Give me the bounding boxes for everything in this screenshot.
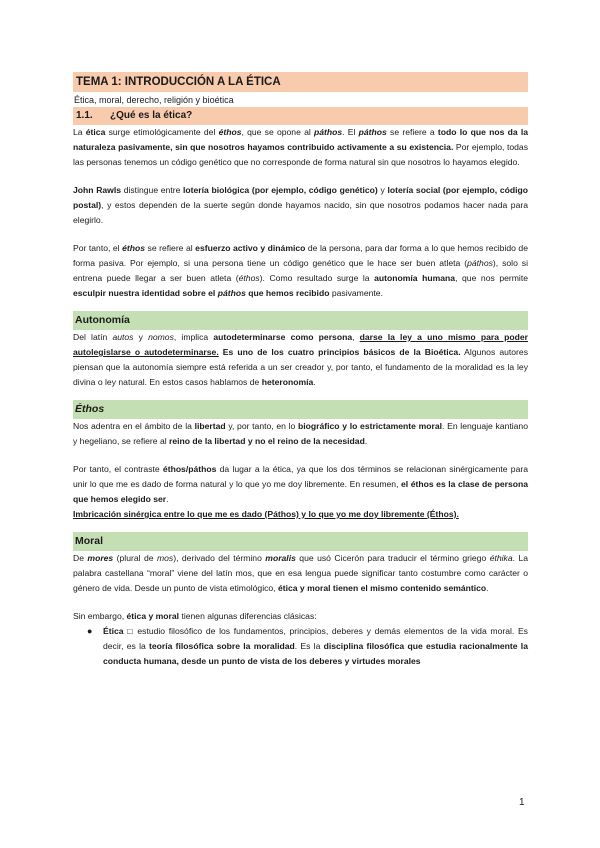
heading-autonomia: Autonomía	[73, 311, 528, 330]
section-title: ¿Qué es la ética?	[110, 110, 193, 121]
paragraph-diferencias: Sin embargo, ética y moral tienen algunas diferencias clásicas:	[73, 611, 317, 621]
bullet-icon: ●	[87, 626, 93, 636]
heading-moral: Moral	[73, 532, 528, 551]
paragraph-rawls: John Rawls distingue entre lotería biológica (por ejemplo, código genético) y lotería social (por ejemplo, código postal), y estos dependen de la suerte según donde hayamos nacido, sin que nosotros podamos hacer nada para elegirlo.	[73, 185, 529, 225]
paragraph-imbricacion: Imbricación sinérgica entre lo que me es dado (Páthos) y lo que yo me doy libremente (Éthos).	[73, 509, 459, 519]
paragraph-ethos-effort: Por tanto, el éthos se refiere al esfuerzo activo y dinámico de la persona, para dar forma a lo que hemos recibido de forma pasiva. Por ejemplo, si una persona tiene un código genético que le hace ser buen atleta (páthos), solo si entrena puede llegar a ser buen atleta (éthos). Como resultado surge la autonomía humana, que nos permite esculpir nuestra identidad sobre el páthos que hemos recibido pasivamente.	[73, 243, 528, 298]
chapter-subtitle: Ética, moral, derecho, religión y bioética	[74, 95, 234, 105]
list-item: ● Ética □ estudio filosófico de los fundamentos, principios, deberes y demás elementos de la vida moral. Es decir, es la teoría filosófica sobre la moralidad. Es la disciplina filosófica que estudia racionalmente la conducta humana, desde un punto de vista de los deberes y virtudes morales	[87, 626, 528, 666]
paragraph-etica-origin: La ética surge etimológicamente del éthos, que se opone al páthos. El páthos se refiere a todo lo que nos da la naturaleza pasivamente, sin que nosotros hayamos contribuido activamente a su existencia. Por ejemplo, todas las personas tenemos un código genético que no corresponde de forma natural sin que nosotros lo hayamos elegido.	[73, 127, 529, 167]
paragraph-ethos-contraste: Por tanto, el contraste éthos/páthos da lugar a la ética, ya que los dos términos se relacionan sinérgicamente para unir lo que me es dado de forma natural y lo que yo me doy libremente. En resumen, el éthos es la clase de persona que hemos elegido ser.	[73, 464, 528, 504]
page-number: 1	[519, 797, 525, 808]
paragraph-moral-origin: De mores (plural de mos), derivado del término moralis que usó Cicerón para traducir el término griego éthika. La palabra castellana “moral” viene del latín mos, que en esa lengua puede significar tanto costumbre como carácter o género de vida. Desde un punto de vista etimológico, ética y moral tienen el mismo contenido semántico.	[73, 553, 529, 593]
chapter-title: TEMA 1: INTRODUCCIÓN A LA ÉTICA	[73, 72, 528, 92]
arrow-icon: □	[123, 626, 138, 636]
paragraph-autonomia: Del latín autos y nomos, implica autodeterminarse como persona, darse la ley a uno mismo para poder autolegislarse o autodeterminarse. Es uno de los cuatro principios básicos de la Bioética. Algunos autores piensan que la autonomía siempre está referida a un ser creador y, por tanto, el fundamento de la moralidad es la ley divina o ley natural. En estos casos hablamos de heteronomía.	[73, 332, 529, 387]
section-heading	[73, 107, 528, 125]
document-page	[73, 72, 528, 669]
section-number: 1.1.	[76, 110, 93, 121]
paragraph-ethos-libertad: Nos adentra en el ámbito de la libertad y, por tanto, en lo biográfico y lo estrictamente moral. En lenguaje kantiano y hegeliano, se refiere al reino de la libertad y no el reino de la necesidad.	[73, 421, 528, 446]
differences-list	[73, 624, 528, 669]
heading-ethos: Éthos	[73, 400, 528, 419]
